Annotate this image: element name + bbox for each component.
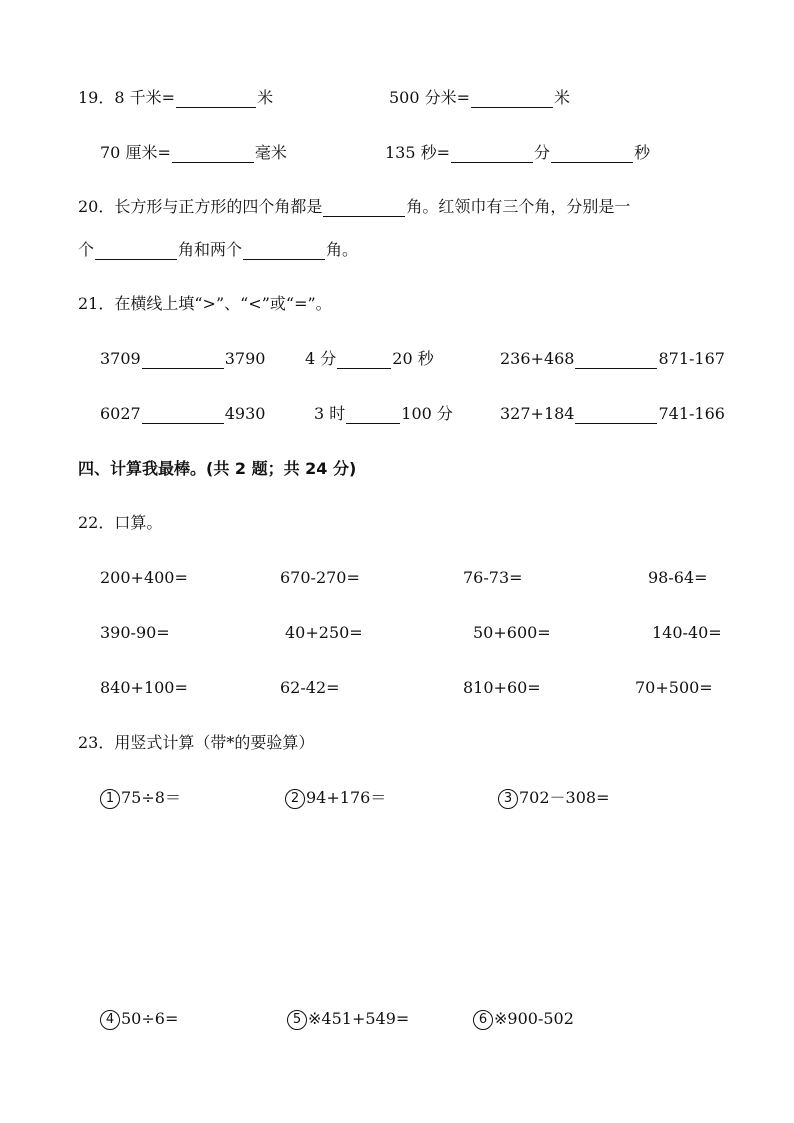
section-4-heading: 四、计算我最棒。(共 2 题；共 24 分) — [78, 459, 357, 478]
q21-r2-c3 — [500, 404, 725, 424]
q21-r1-c1-right: 3790 — [224, 349, 266, 368]
q22-r2-c2: 40+250= — [285, 623, 363, 642]
q21-r1-c1-blank[interactable] — [142, 352, 224, 369]
q23-item-3 — [498, 788, 610, 809]
q23-item-3-marker: 3 — [498, 789, 518, 809]
q19-d-blank-2[interactable] — [551, 146, 633, 163]
q21-title: 21．在横线上填“>”、“<”或“=”。 — [78, 294, 332, 313]
q23-title: 23．用竖式计算（带*的要验算） — [78, 733, 315, 752]
q23-item-2-expr: 94+176＝ — [306, 788, 387, 807]
q21-r2-c2-right: 100 分 — [401, 404, 453, 423]
q19-b-prefix: 500 分米= — [389, 88, 471, 107]
q19-line2-left — [100, 143, 287, 163]
q21-r2-c2-left: 3 时 — [314, 404, 346, 423]
q23-item-5 — [287, 1009, 409, 1030]
q23-item-6 — [473, 1009, 574, 1030]
q20-blank-2[interactable] — [95, 243, 177, 260]
q22-r2-c4: 140-40= — [652, 623, 722, 642]
q20-blank-3[interactable] — [243, 243, 325, 260]
q23-item-1-marker: 1 — [100, 789, 120, 809]
q23-item-5-expr: ※451+549= — [308, 1009, 410, 1028]
q23-item-4-expr: 50÷6= — [121, 1009, 179, 1028]
q23-item-4-marker: 4 — [100, 1010, 120, 1030]
q19-a-unit: 米 — [257, 88, 274, 107]
q21-r2-c3-left: 327+184 — [500, 404, 575, 423]
q19-d-prefix: 135 秒= — [385, 143, 451, 162]
q23-item-1 — [100, 788, 181, 809]
q19-d-unit: 秒 — [634, 143, 651, 162]
q22-r1-c3: 76-73= — [463, 568, 523, 587]
q20-line1 — [78, 197, 630, 217]
q19-a-prefix: 8 千米= — [114, 88, 176, 107]
q23-item-3-expr: 702－308= — [519, 788, 610, 807]
q21-r2-c3-right: 741-166 — [658, 404, 725, 423]
q22-r3-c1: 840+100= — [100, 678, 188, 697]
q21-r2-c1-right: 4930 — [224, 404, 266, 423]
q20-line2-c: 角。 — [326, 240, 359, 259]
q19-line1-right — [389, 88, 570, 108]
q20-line1-suffix: 角。红领巾有三个角，分别是一 — [406, 197, 631, 216]
q23-item-6-marker: 6 — [473, 1010, 493, 1030]
q22-r1-c1: 200+400= — [100, 568, 188, 587]
q22-r2-c3: 50+600= — [473, 623, 551, 642]
q21-r2-c1-left: 6027 — [100, 404, 141, 423]
q19-number: 19． — [78, 88, 115, 107]
q19-c-unit: 毫米 — [254, 143, 287, 162]
q19-c-prefix: 70 厘米= — [100, 143, 171, 162]
q21-r1-c2-right: 20 秒 — [392, 349, 434, 368]
q21-r2-c1-blank[interactable] — [142, 407, 224, 424]
q23-item-2 — [285, 788, 386, 809]
q21-r1-c3-left: 236+468 — [500, 349, 575, 368]
q22-r3-c2: 62-42= — [280, 678, 340, 697]
q22-r2-c1: 390-90= — [100, 623, 170, 642]
q20-blank-1[interactable] — [323, 200, 405, 217]
q23-item-4 — [100, 1009, 178, 1030]
q21-r1-c3-right: 871-167 — [658, 349, 725, 368]
q22-r3-c3: 810+60= — [463, 678, 541, 697]
q19-line2-right — [385, 143, 650, 163]
q22-title: 22．口算。 — [78, 513, 163, 532]
q19-b-blank[interactable] — [471, 91, 553, 108]
q21-r2-c2 — [314, 404, 453, 424]
q19-c-blank[interactable] — [172, 146, 254, 163]
q20-line2-b: 角和两个 — [178, 240, 243, 259]
q23-item-2-marker: 2 — [285, 789, 305, 809]
q19-line1-left — [78, 88, 273, 108]
q23-item-1-expr: 75÷8＝ — [121, 788, 181, 807]
q21-r1-c2-blank[interactable] — [337, 352, 391, 369]
q20-line1-prefix: 20．长方形与正方形的四个角都是 — [78, 197, 323, 216]
q19-a-blank[interactable] — [176, 91, 256, 108]
q21-r2-c2-blank[interactable] — [346, 407, 400, 424]
q19-d-blank-1[interactable] — [451, 146, 533, 163]
q21-r2-c3-blank[interactable] — [575, 407, 657, 424]
q23-item-6-expr: ※900-502 — [494, 1009, 574, 1028]
q21-r1-c1-left: 3709 — [100, 349, 141, 368]
q21-r1-c2-left: 4 分 — [305, 349, 337, 368]
q21-r1-c1 — [100, 349, 265, 369]
q23-item-5-marker: 5 — [287, 1010, 307, 1030]
q19-b-unit: 米 — [554, 88, 571, 107]
q19-d-mid: 分 — [534, 143, 551, 162]
q22-r1-c2: 670-270= — [280, 568, 360, 587]
q22-r3-c4: 70+500= — [635, 678, 713, 697]
q20-line2 — [78, 240, 358, 260]
q20-line2-a: 个 — [78, 240, 95, 259]
q22-r1-c4: 98-64= — [648, 568, 708, 587]
q21-r1-c3 — [500, 349, 725, 369]
q21-r1-c3-blank[interactable] — [575, 352, 657, 369]
q21-r2-c1 — [100, 404, 265, 424]
q21-r1-c2 — [305, 349, 434, 369]
